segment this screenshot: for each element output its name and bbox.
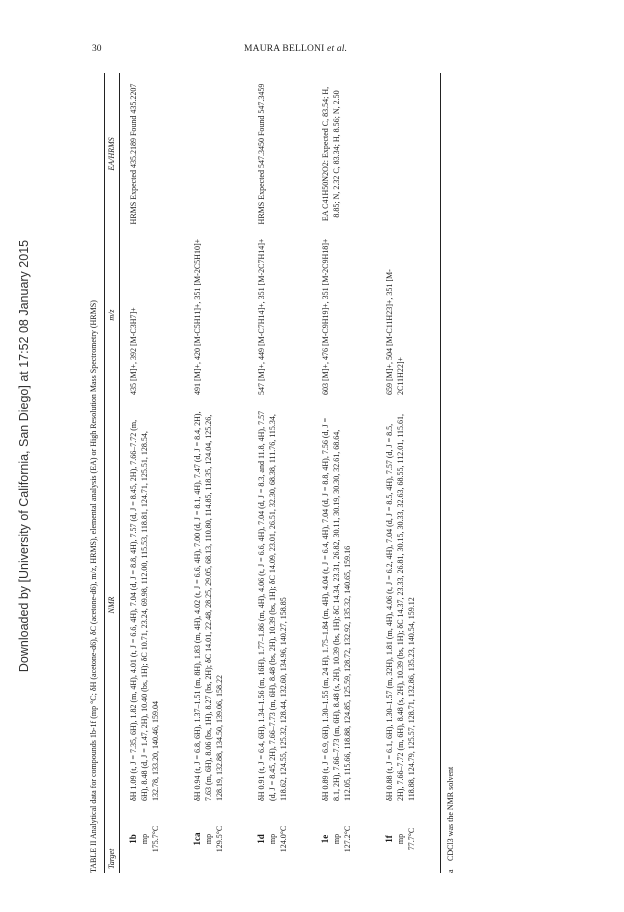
nmr-cell [256, 409, 312, 809]
ea-hrms-text: HRMS Expected 547.3450 Found 547.3459 [256, 83, 266, 225]
mz-text: 603 [M]+, 476 [M-C9H19]+, 351 [M-2C9H18]+ [320, 238, 330, 395]
mz-text: 435 [M]+, 392 [M-C3H7]+ [128, 307, 138, 395]
mp-value: 175.7°C [150, 825, 160, 853]
target-name: 1b [127, 834, 138, 844]
target-name: 1f [383, 835, 394, 843]
mp-label: mp [267, 833, 277, 845]
table-row [184, 73, 248, 873]
target-name: 1ca [191, 832, 202, 846]
mp-value: 129.5°C [214, 825, 224, 853]
mp-label: mp [395, 833, 405, 845]
table-row [120, 73, 184, 873]
header-nmr: NMR [106, 596, 116, 614]
table-caption: TABLE II Analytical data for compounds 1b-1f (mp °C; δH (acetone-d6), δC (acetone-d6), m/z, HRMS), elemental analysis (EA) or High Resolution Mass Spectrometry (HRMS) [89, 300, 98, 873]
ea-hrms-cell [320, 79, 376, 235]
nmr-text: δH 0.89 (t, J = 6.9, 6H), 1.30–1.55 (m, 24 H), 1.75–1.84 (m, 4H), 4.04 (t, J = 6.4, 4H), 7.04 (d, J = 8.8, 4H), 7.56 (d, J = 8.1, 2H), 7.66–7.73 (m, 6H), 8.48 (s, 2H), 10.39 (bs, 1H); δC 14.34, 23.31, 26.82, 30.11, 30.19, 30.30, 32.61, 68.64, 112.05, 115.66, 118.88, 124.85, 125.59, 128.72, 132.92, 135.32, 140.65, 159.16 [320, 417, 352, 801]
nmr-cell [384, 409, 440, 809]
mp-label: mp [331, 833, 341, 845]
ea-hrms-cell [192, 79, 248, 235]
mz-cell [256, 235, 312, 409]
footnote-mark: a [445, 869, 455, 873]
target-cell [384, 809, 440, 873]
table-header-row [105, 73, 119, 873]
table-footnote [445, 73, 456, 873]
nmr-text: δH 1.09 (t, J = 7.35, 6H), 1.82 (m, 4H), 4.01 (t, J = 6.6, 4H), 7.04 (d, J = 8.8, 4H), 7.57 (d, J = 8.45, 2H), 7.66–7.72 (m, 6H), 8.48 (d, J = 1.47, 2H), 10.40 (bs, 1H); δC 10.71, 23.24, 69.98, 112.00, 115.53, 118.81, 124.71, 125.51, 128.54, 132.78, 133.20, 140.46, 159.04 [128, 419, 160, 801]
rotated-table-block [89, 73, 509, 873]
mz-cell [192, 235, 248, 409]
running-head-authors: MAURA BELLONI [244, 44, 325, 54]
mp-value: 124.0°C [278, 825, 288, 853]
header-ea-hrms: EA/HRMS [106, 137, 116, 171]
target-cell [192, 809, 248, 873]
nmr-text: δH 0.88 (t, J = 6.1, 6H), 1.30–1.57 (m, 32H), 1.81 (m, 4H), 4.06 (t, J = 6.2, 4H), 7.04 (d, J = 8.5, 4H), 7.57 (d, J = 8.5, 2H), 7.66–7.72 (m, 6H), 8.48 (s, 2H), 10.39 (bs, 1H); δC 14.37, 23.33, 26.81, 30.15, 30.33, 32.63, 68.55, 112.01, 115.61, 118.88, 124.79, 125.57, 128.71, 132.86, 135.23, 140.54, 159.12 [384, 414, 416, 801]
ea-hrms-cell [128, 79, 184, 235]
mz-text: 491 [M]+, 420 [M-C5H11]+, 351 [M-2C5H10]+ [192, 238, 202, 395]
mp-label: mp [203, 833, 213, 845]
mp-label: mp [139, 833, 149, 845]
download-watermark: Downloaded by [University of California, San Diego] at 17:52 08 January 2015 [17, 239, 31, 673]
target-cell [256, 809, 312, 873]
ea-hrms-text: EA C41H50N2O2: Expected C, 83.54; H, 8.85; N, 2.32 C, 83.34; H, 8.56; N, 2.50 [320, 86, 341, 222]
nmr-text: δH 0.91 (t, J = 6.4, 6H), 1.34–1.56 (m, 16H), 1.77–1.86 (m, 4H), 4.06 (t, J = 6.6, 4H), 7.04 (d, J = 8.3, and 11.8, 4H), 7.57 (d, J = 8.45, 2H), 7.66–7.73 (m, 6H), 8.48 (bs, 2H), 10.39 (bs, 1H); δC 14.09, 23.01, 26.51, 32.30, 68.38, 111.76, 115.34, 118.62, 124.55, 125.32, 128.44, 132.60, 134.96, 140.27, 158.85 [256, 410, 288, 801]
mz-cell [320, 235, 376, 409]
running-head-suffix: et al. [327, 44, 348, 54]
nmr-cell [128, 409, 184, 809]
ea-hrms-cell [256, 79, 312, 235]
header-target: Target [106, 848, 116, 869]
target-name: 1e [319, 834, 330, 844]
nmr-cell [192, 409, 248, 809]
ea-hrms-text: HRMS Expected 435.2189 Found 435.2207 [128, 83, 138, 225]
page-number: 30 [92, 44, 102, 54]
table-row [312, 73, 376, 873]
mz-cell [128, 235, 184, 409]
target-cell [128, 809, 184, 873]
target-cell [320, 809, 376, 873]
table-row [248, 73, 312, 873]
mz-text: 547 [M]+, 449 [M-C7H14]+, 351 [M-2C7H14]+ [256, 238, 266, 395]
target-name: 1d [255, 834, 266, 844]
nmr-text: δH 0.94 (t, J = 6.8, 6H), 1.37–1.51 (m, 8H), 1.83 (m, 4H), 4.02 (t, J = 6.6, 4H), 7.00 (d, J = 8.1, 4H), 7.47 (d, J = 8.4, 2H), 7.63 (m, 6H), 8.06 (bs, 1H), 8.27 (bs, 2H); δC 14.01, 22.48, 28.25, 29.05, 68.13, 110.80, 114.85, 118.35, 124.04, 125.26, 128.19, 132.88, 134.50, 139.06, 158.22 [192, 411, 224, 801]
footnote-text: CDCl3 was the NMR solvent [445, 766, 455, 861]
table-bottom-rule [440, 73, 441, 873]
running-head [244, 44, 414, 54]
header-mz: m/z [106, 309, 116, 321]
table-row [376, 73, 440, 873]
mp-value: 77.7°C [406, 827, 416, 851]
nmr-cell [320, 409, 376, 809]
ea-hrms-cell [384, 79, 440, 235]
mp-value: 127.2°C [342, 825, 352, 853]
mz-text: 659 [M]+, 504 [M-C11H23]+, 351 [M-2C11H22]+ [384, 269, 405, 395]
mz-cell [384, 235, 440, 409]
